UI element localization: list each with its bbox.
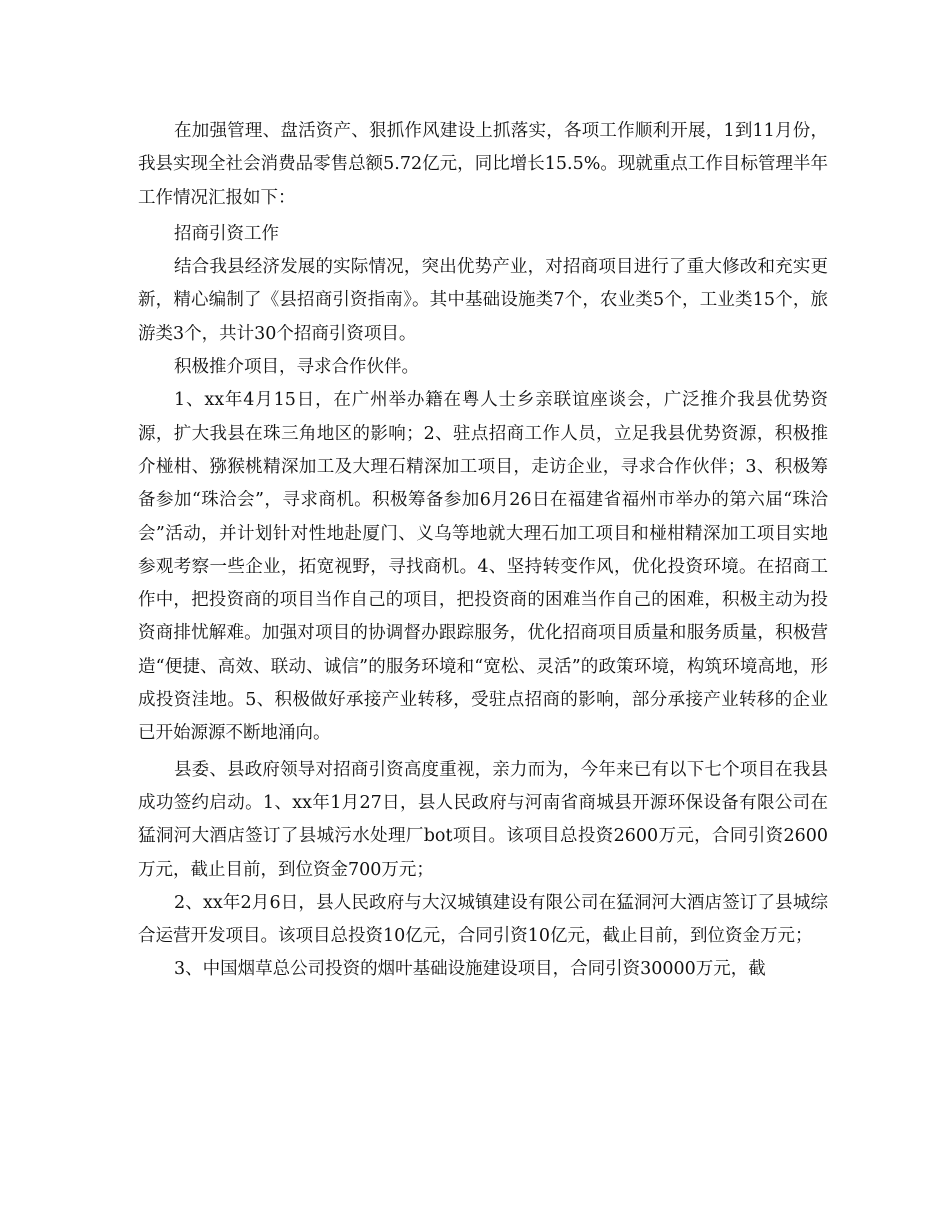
paragraph-measures: 1、xx年4月15日，在广州举办籍在粤人士乡亲联谊座谈会，广泛推介我县优势资源，扩大我县在珠三角地区的影响；2、驻点招商工作人员，立足我县优势资源，积极推介椪柑、猕猴桃精深加工及大理石精深加工项目，走访企业，寻求合作伙伴；3、积极筹备参加“珠洽会”，寻求商机。积极筹备参加6月26日在福建省福州市举办的第六届“珠洽会”活动，并计划针对性地赴厦门、义乌等地就大理石加工项目和椪柑精深加工项目实地参观考察一些企业，拓宽视野，寻找商机。4、坚持转变作风，优化投资环境。在招商工作中，把投资商的项目当作自己的项目，把投资商的困难当作自己的困难，积极主动为投资商排忧解难。加强对项目的协调督办跟踪服务，优化招商项目质量和服务质量，积极营造“便捷、高效、联动、诚信”的服务环境和“宽松、灵活”的政策环境，构筑环境高地，形成投资洼地。5、积极做好承接产业转移，受驻点招商的影响，部分承接产业转移的企业已开始源源不断地涌向。 bbox=[138, 390, 828, 744]
paragraph-guide: 结合我县经济发展的实际情况，突出优势产业，对招商项目进行了重大修改和充实更新，精心编制了《县招商引资指南》。其中基础设施类7个，农业类5个，工业类15个，旅游类3个，共计30个招商引资项目。 bbox=[138, 257, 828, 344]
paragraph-intro: 在加强管理、盘活资产、狠抓作风建设上抓落实，各项工作顺利开展，1到11月份，我县实现全社会消费品零售总额5.72亿元，同比增长15.5%。现就重点工作目标管理半年工作情况汇报如下： bbox=[138, 121, 828, 208]
paragraph-project-2: 2、xx年2月6日，县人民政府与大汉城镇建设有限公司在猛洞河大酒店签订了县城综合运营开发项目。该项目总投资10亿元，合同引资10亿元，截止目前，到位资金万元； bbox=[138, 892, 828, 947]
document-body bbox=[138, 115, 828, 987]
section-heading-investment: 招商引资工作 bbox=[174, 223, 279, 244]
paragraph-promote: 积极推介项目，寻求合作伙伴。 bbox=[174, 357, 419, 378]
paragraph-project-3: 3、中国烟草总公司投资的烟叶基础设施建设项目，合同引资30000万元，截 bbox=[174, 959, 766, 980]
paragraph-projects: 县委、县政府领导对招商引资高度重视，亲力而为，今年来已有以下七个项目在我县成功签约启动。1、xx年1月27日，县人民政府与河南省商城县开源环保设备有限公司在猛洞河大酒店签订了县城污水处理厂bot项目。该项目总投资2600万元，合同引资2600万元，截止目前，到位资金700万元； bbox=[138, 759, 828, 880]
